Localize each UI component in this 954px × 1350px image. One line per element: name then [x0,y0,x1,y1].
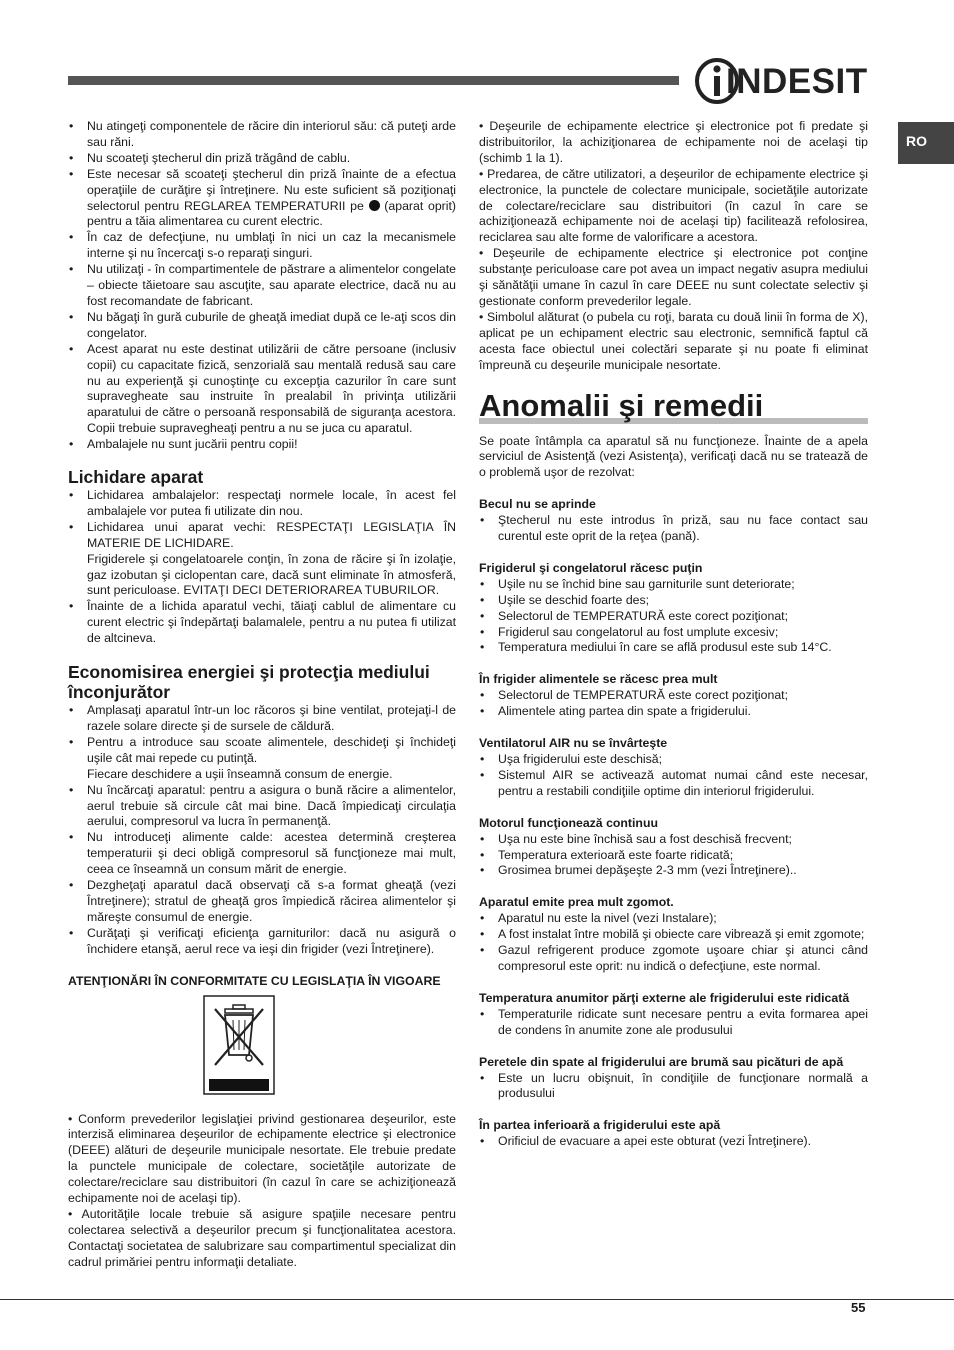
list-item: • Selectorul de TEMPERATURĂ este corect poziţionat; [479,609,868,625]
list-item [68,520,456,600]
section-list [479,688,868,720]
section-heading: În partea inferioară a frigiderului este apă [479,1118,721,1133]
list-item: • Lichidarea ambalajelor: respectaţi normele locale, în acest fel ambalajele vor putea fi utilizate din nou. [68,488,456,520]
right-column [479,119,868,1150]
section-heading: Becul nu se aprinde [479,497,596,512]
list-item: • A fost instalat între mobilă şi obiecte care vibrează şi emit zgomote; [479,927,868,943]
weee-paragraph: • Predarea, de către utilizatori, a deşeurilor de echipamente electrice şi electronice, la punctele de colectare municipale, societăţile autorizate de colectare/reciclare sau distribuitori (în cazul în care se achiziţionează echipamente noi de acelaşi tip) facilitează refolosirea, reciclarea sau alte forme de valorificare a acestora. [479,166,868,245]
list-item: • Nu atingeţi componentele de răcire din interiorul său: că puteţi arde sau răni. [68,119,456,151]
section-heading: Ventilatorul AIR nu se învârteşte [479,736,668,751]
section-list [479,911,868,975]
list-item: • Nu introduceţi alimente calde: acestea determină creşterea temperaturii şi deci obligă compresorul să funcţioneze mai mult, ceea ce înseamnă un consum mărit de energie. [68,830,456,878]
disposal-heading: Lichidare aparat [68,467,204,488]
list-item: • Uşile se deschid foarte des; [479,593,868,609]
list-item-text: Este necesar să scoateţi ştecherul din priză înainte de a efectua operaţiile de curăţire şi întreţinere. Nu este suficient să poziţionaţi selectorul pentru REGLAREA TEMPERATURII pe [87,166,456,213]
list-item: • Uşa nu este bine închisă sau a fost deschisă frecvent; [479,832,868,848]
weee-paragraph: • Deşeurile de echipamente electrice şi electronice pot conţine substanţe periculoase care pot avea un impact negativ asupra mediului şi sănătăţii umane în cazul în care DEEE nu sunt colectate selectiv şi gestionate conform prevederilor legale. [479,246,868,308]
list-item: • Sistemul AIR se activează automat numai când este necesar, pentru a restabili condiţiile optime din interiorul frigiderului. [479,768,868,800]
energy-heading: Economisirea energiei şi protecţia mediului înconjurător [68,662,430,703]
disposal-note: Frigiderele şi congelatoarele conţin, în zona de răcire şi în izolaţie, gaz izobutan şi ciclopentan care, dacă sunt eliminate în atmosferă, sunt periculoase. EVITAŢI DECI DETERIORAREA TUBURILOR. [87,551,456,598]
disposal-list [68,488,456,647]
list-item: • Nu încărcaţi aparatul: pentru a asigura o bună răcire a alimentelor, aerul trebuie să circule cât mai bine. Dacă împiedicaţi circulaţia aerului, compresorul va lucra în permanenţă. [68,783,456,831]
section-heading: Peretele din spate al frigiderului are brumă sau picături de apă [479,1054,844,1069]
list-item: • Acest aparat nu este destinat utilizării de către persoane (inclusiv copii) cu capacitate fizică, senzorială sau mentală redusă sau care nu au experienţă şi cunoştinţe cu excepţia cazurilor în care sunt supravegheate sau instruite în prealabil în privinţa utilizării aparatului de către o persoană responsabilă de siguranţa acestora. Copii trebuie supravegheaţi pentru a nu se juca cu aparatul. [68,342,456,437]
weee-symbol-wrap [68,995,456,1112]
list-item: • Nu băgaţi în gură cuburile de gheaţă imediat după ce le-aţi scos din congelator. [68,310,456,342]
list-item: • Ambalajele nu sunt jucării pentru copii! [68,437,456,453]
section-heading: Motorul funcţionează continuu [479,815,658,830]
list-item [68,735,456,783]
weee-paragraph: • Deşeurile de echipamente electrice şi electronice pot fi predate şi distribuitorilor, la achiziţionarea de echipamente noi de acelaşi tip (schimb 1 la 1). [479,119,868,165]
page-number: 55 [851,1300,866,1315]
weee-paragraph: • Conform prevederilor legislaţiei privind gestionarea deşeurilor, este interzisă eliminarea deşeurilor de echipamente electrice şi electronice (DEEE) alături de deşeurile municipale nesortate. Ele trebuie predate la punctele municipale de colectare, societăţile autorizate de colectare/reciclare sau distribuitori (în cazul în care se achiziţionează echipamente noi de acelaşi tip). [68,1111,456,1206]
section-list [479,577,868,657]
section-list [479,1071,868,1103]
energy-list [68,703,456,958]
section-list [479,1007,868,1039]
left-column [68,119,456,1271]
section-heading: Temperatura anumitor părţi externe ale frigiderului este ridicată [479,990,850,1005]
list-item: • Este un lucru obişnuit, în condiţiile de funcţionare normală a produsului [479,1071,868,1103]
troubleshooting-intro: Se poate întâmpla ca aparatul să nu funcţioneze. Înainte de a apela serviciul de Asistenţă (vezi Asistenţa), verificaţi dacă nu se tratează de o problemă uşor de rezolvat: [479,433,868,480]
troubleshooting-title: Anomalii şi remedii [479,387,764,423]
list-item-text: Pentru a introduce sau scoate alimentele, deschideţi şi închideţi uşile cât mai repede cu putinţă. [87,734,456,765]
list-item: • În caz de defecţiune, nu umblaţi în nici un caz la mecanismele interne şi nu încercaţi s-o reparaţi singuri. [68,230,456,262]
list-item: • Orificiul de evacuare a apei este obturat (vezi Întreţinere). [479,1134,868,1150]
list-item-text: Lichidarea unui aparat vechi: RESPECTAŢI LEGISLAŢIA ÎN MATERIE DE LICHIDARE. [87,519,456,550]
list-item: • Uşa frigiderului este deschisă; [479,752,868,768]
list-item: • Alimentele ating partea din spate a frigiderului. [479,704,868,720]
list-item: • Selectorul de TEMPERATURĂ este corect poziţionat; [479,688,868,704]
list-item-text: (aparat oprit) pentru a tăia alimentarea cu curent electric. [87,198,457,229]
warnings-heading: ATENŢIONĂRI ÎN CONFORMITATE CU LEGISLAŢIA ÎN VIGOARE [68,973,441,988]
weee-paragraph: • Autorităţile locale trebuie să asigure spaţiile necesare pentru colectarea selectivă a deşeurilor precum şi funcţionalitatea acestora. Contactaţi societatea de salubrizare sau compartimentul specializat din cadrul primăriei pentru informaţii detaliate. [68,1206,456,1269]
list-item: • Aparatul nu este la nivel (vezi Instalare); [479,911,868,927]
section-heading: Frigiderul şi congelatorul răcesc puţin [479,560,703,575]
header-rule [68,76,679,85]
section-heading: În frigider alimentele se răcesc prea mult [479,672,718,687]
list-item: • Temperatura exterioară este foarte ridicată; [479,848,868,864]
list-item: • Ştecherul nu este introdus în priză, sau nu face contact sau curentul este oprit de la reţea (pană). [479,513,868,545]
list-item: • Amplasaţi aparatul într-un loc răcoros şi bine ventilat, protejaţi-l de razele solare directe şi de sursele de căldură. [68,703,456,735]
language-tab: RO [898,122,954,164]
brand-name: INDESIT [726,62,868,101]
list-item: • Nu scoateţi ştecherul din priză trăgând de cablu. [68,151,456,167]
list-item: • Înainte de a lichida aparatul vechi, tăiaţi cablul de alimentare cu curent electric şi îndepărtaţi balamalele, pentru a nu putea fi utilizat de altcineva. [68,599,456,647]
list-item: • Temperaturile ridicate sunt necesare pentru a evita formarea apei de condens în anumite zone ale produsului [479,1007,868,1039]
list-item: • Gazul refrigerent produce zgomote uşoare chiar şi atunci când compresorul este oprit: nu indică o defecţiune, este normal. [479,943,868,975]
list-item: • Dezgheţaţi aparatul dacă observaţi că s-a format gheaţă (vezi Întreţinere); stratul de gheaţă gros împiedică răcirea alimentelor şi măreşte consumul de energie. [68,878,456,926]
list-item: • Nu utilizaţi - în compartimentele de păstrare a alimentelor congelate – obiecte tăietoare sau ascuţite, sau aparate electrice, dacă nu au fost recomandate de fabricant. [68,262,456,310]
weee-paragraph: • Simbolul alăturat (o pubela cu roţi, barata cu două linii în forma de X), aplicat pe un echipament electric sau electronic, semnifică faptul că acesta face obiectul unei colectări separate şi nu poate fi eliminat împreună cu deşeurile municipale nesortate. [479,309,868,372]
off-dot-icon [369,200,380,211]
section-list [479,832,868,880]
list-item: • Uşile nu se închid bine sau garniturile sunt deteriorate; [479,577,868,593]
crossed-out-wheelie-bin-icon [203,995,275,1095]
section-list [479,513,868,545]
list-item: • Grosimea brumei depăşeşte 2-3 mm (vezi Întreţinere).. [479,863,868,879]
list-item: • Curăţaţi şi verificaţi eficienţa garniturilor: dacă nu asigură o închidere etanşă, aerul rece va ieşi din frigider (vezi Întreţinere). [68,926,456,958]
footer-rule [0,1299,954,1300]
list-item: • Temperatura mediului în care se află produsul este sub 14°C. [479,640,868,656]
energy-note: Fiecare deschidere a uşii înseamnă consum de energie. [87,766,393,781]
section-list [479,752,868,800]
list-item [68,167,456,231]
section-list [479,1134,868,1150]
safety-list [68,119,456,453]
section-heading: Aparatul emite prea mult zgomot. [479,895,674,910]
list-item: • Frigiderul sau congelatorul au fost umplute excesiv; [479,625,868,641]
